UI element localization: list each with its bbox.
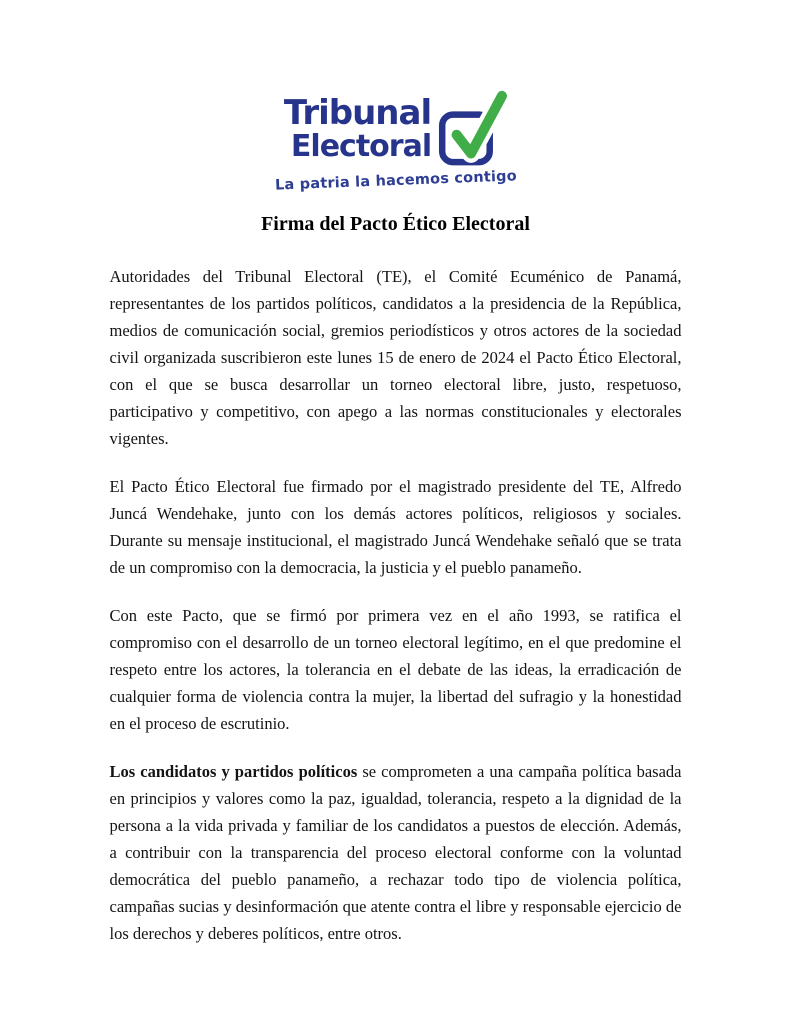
paragraph-4: [110, 758, 682, 947]
paragraph-2-text: El Pacto Ético Electoral fue firmado por el magistrado presidente del TE, Alfredo Juncá Wendehake, junto con los demás actores políticos, religiosos y sociales. Durante su mensaje institucional, el magistrado Juncá Wendehake señaló que se trata de un compromiso con la democracia, la justicia y el pueblo panameño.: [109, 477, 682, 577]
paragraph-4-lead: Los candidatos y partidos políticos: [109, 762, 358, 781]
paragraph-4-text: se comprometen a una campaña política basada en principios y valores como la paz, igualdad, tolerancia, respeto a la dignidad de la persona a la vida privada y familiar de los candidatos a puestos de elección. Además, a contribuir con la transparencia del proceso electoral conforme con la voluntad democrática del pueblo panameño, a rechazar todo tipo de violencia política, campañas sucias y desinformación que atente contra el libre y responsable ejercicio de los derechos y deberes políticos, entre otros.: [109, 762, 682, 943]
logo-wordmark: [283, 93, 432, 164]
paragraph-1: [110, 263, 682, 452]
logo-tagline: La patria la hacemos contigo: [274, 168, 517, 194]
tribunal-electoral-logo: [0, 0, 791, 194]
paragraph-2: [110, 473, 682, 581]
paragraph-3: [110, 602, 682, 737]
paragraph-3-text: Con este Pacto, que se firmó por primera vez en el año 1993, se ratifica el compromiso con el desarrollo de un torneo electoral legítimo, en el que predomine el respeto entre los actores, la tolerancia en el debate de las ideas, la erradicación de cualquier forma de violencia contra la mujer, la libertad del sufragio y la honestidad en el proceso de escrutinio.: [109, 606, 682, 733]
checkmark-in-square-icon: [435, 90, 507, 168]
document-body: [110, 263, 682, 947]
page-title: Firma del Pacto Ético Electoral: [261, 213, 530, 235]
logo-word-tribunal: Tribunal: [283, 93, 432, 133]
paragraph-1-text: Autoridades del Tribunal Electoral (TE), el Comité Ecuménico de Panamá, representantes de los partidos políticos, candidatos a la presidencia de la República, medios de comunicación social, gremios periodísticos y otros actores de la sociedad civil organizada suscribieron este lunes 15 de enero de 2024 el Pacto Ético Electoral, con el que se busca desarrollar un torneo electoral libre, justo, respetuoso, participativo y competitivo, con apego a las normas constitucionales y electorales vigentes.: [109, 267, 682, 448]
logo-row: [284, 90, 507, 168]
logo-word-electoral: Electoral: [290, 129, 432, 164]
